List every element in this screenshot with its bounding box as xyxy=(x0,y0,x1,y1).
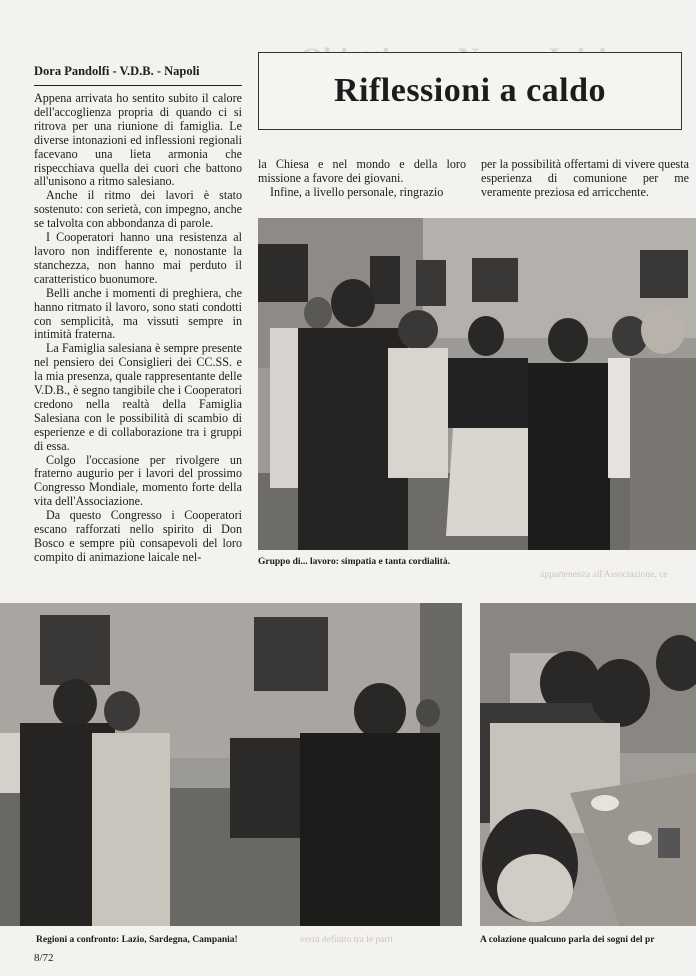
text-column-2 xyxy=(258,158,466,200)
page-number: 8/72 xyxy=(34,952,54,964)
group-photo xyxy=(258,218,696,550)
paragraph: Belli anche i momenti di preghiera, che hanno ritmato il lavoro, sono stati condotti con semplicità, ma vissuti sempre in intimità fraterna. xyxy=(34,285,242,342)
article-title: Riflessioni a caldo xyxy=(333,72,607,109)
title-box xyxy=(258,52,682,130)
bottom-right-photo-caption: A colazione qualcuno parla dei sogni del pr xyxy=(480,935,655,945)
text-column-1 xyxy=(34,92,242,565)
bleed-through-text-bottom: verrà definito tra le parti xyxy=(300,935,393,945)
regions-photo xyxy=(0,603,462,926)
bleed-through-text-right: appartenenza all'Associazione, ce xyxy=(540,570,668,580)
paragraph: Anche il ritmo dei lavori è stato sostenuto: con serietà, con impegno, anche se talvolta con abbondanza di parole. xyxy=(34,188,242,231)
regions-photo-illustration xyxy=(0,603,462,926)
top-photo-caption: Gruppo di... lavoro: simpatia e tanta cordialità. xyxy=(258,557,450,567)
paragraph: Infine, a livello personale, ringrazio xyxy=(270,184,444,199)
author-byline: Dora Pandolfi - V.D.B. - Napoli xyxy=(34,64,242,86)
paragraph: per la possibilità offertami di vivere questa esperienza di comunione per me veramente preziosa ed arricchente. xyxy=(481,157,689,199)
breakfast-photo-illustration xyxy=(480,603,696,926)
paragraph: Da questo Congresso i Cooperatori escano rafforzati nello spirito di Don Bosco e sempre più consapevoli del loro compito di animazione laicale nel- xyxy=(34,508,242,564)
paragraph: la Chiesa e nel mondo e della loro missione a favore dei giovani. xyxy=(258,157,466,185)
bottom-left-photo-caption: Regioni a confronto: Lazio, Sardegna, Campania! xyxy=(36,935,238,945)
paragraph: I Cooperatori hanno una resistenza al lavoro non indifferente e, nonostante la stanchezza, non hanno mai perduto il caratteristico buonumore. xyxy=(34,230,242,286)
paragraph: Colgo l'occasione per rivolgere un fraterno augurio per i lavori del prossimo Congresso Mondiale, momento forte della vita dell'Associazione. xyxy=(34,452,242,509)
paragraph: Appena arrivata ho sentito subito il calore dell'accoglienza propria di quando ci si ritrova per una riunione di famiglia. Le diverse intonazioni ed inflessioni regionali facevano una lieta armonia che rispecchiava quella dei cuori che battono all'unisono a ritmo salesiano. xyxy=(34,91,242,189)
breakfast-photo xyxy=(480,603,696,926)
text-column-3 xyxy=(481,158,689,200)
paragraph: La Famiglia salesiana è sempre presente nel pensiero dei Consiglieri dei CC.SS. e la mia presenza, quale rappresentante delle V.D.B., è segno tangibile che i Cooperatori credono nella realtà della Famiglia Salesiana con le possibilità di scambio di esperienze e di collaborazione tra i gruppi di essa. xyxy=(34,341,243,453)
group-photo-illustration xyxy=(258,218,696,550)
